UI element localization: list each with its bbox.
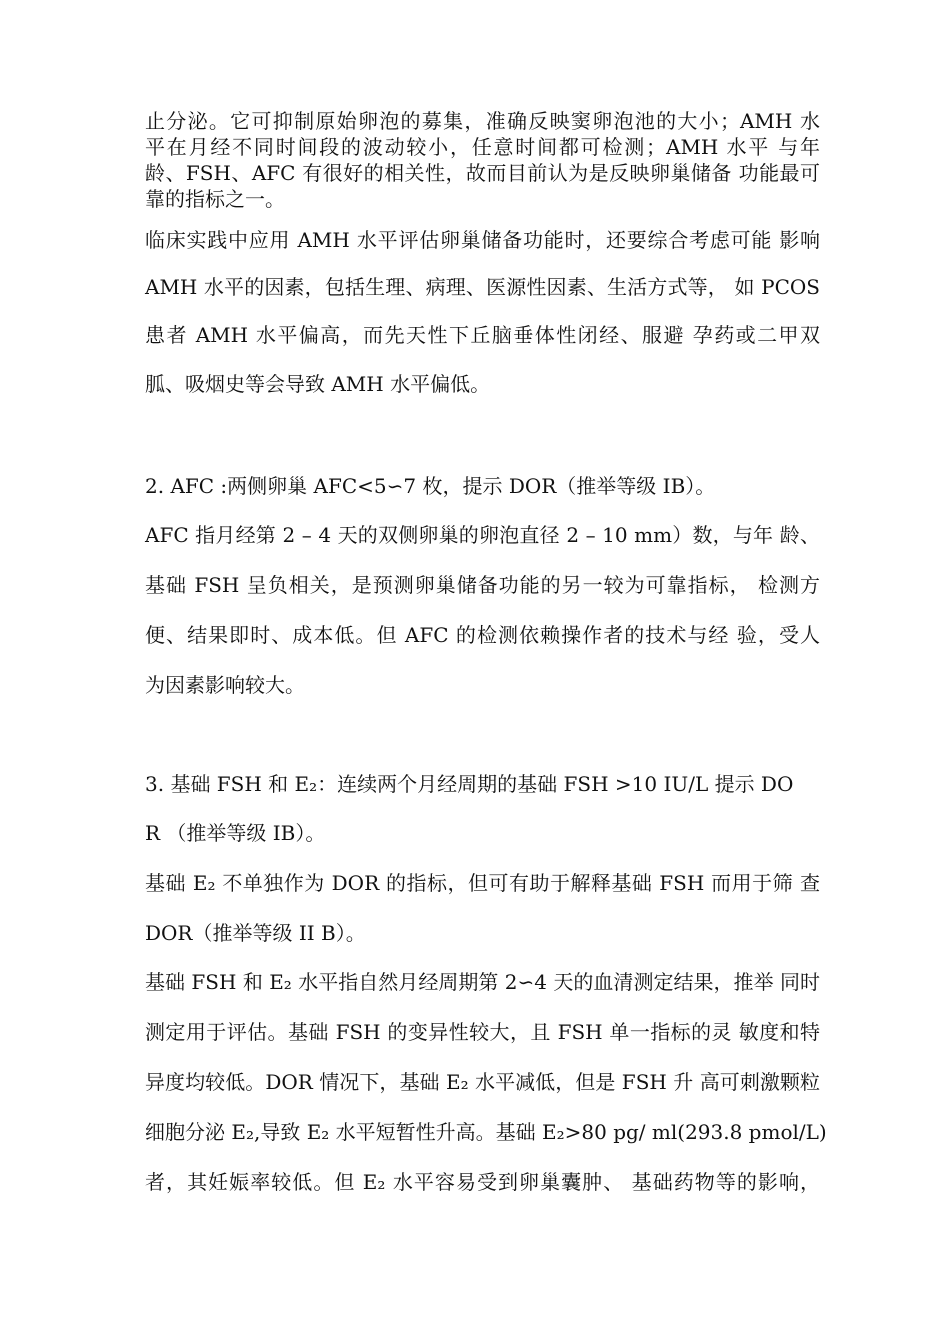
text-line: 细胞分泌 E₂,导致 E₂ 水平短暂性升高。基础 E₂>80 pg/ ml(293.8 pmol/L) bbox=[145, 1120, 827, 1144]
text-line: AMH 水平的因素，包括生理、病理、医源性因素、生活方式等， 如 PCOS bbox=[145, 275, 820, 299]
text-line: 胍、吸烟史等会导致 AMH 水平偏低。 bbox=[145, 372, 491, 396]
heading-fsh-e2: 3. 基础 FSH 和 E₂：连续两个月经周期的基础 FSH >10 IU/L 提示 DO bbox=[145, 772, 794, 796]
text-line: AFC 指月经第 2 – 4 天的双侧卵巢的卵泡直径 2 – 10 mm）数，与年 龄、 bbox=[145, 523, 820, 547]
text-line: DOR（推举等级 II B）。 bbox=[145, 921, 366, 945]
text-line: 基础 FSH 呈负相关，是预测卵巢储备功能的另一较为可靠指标， 检测方 bbox=[145, 573, 820, 597]
text-line: 靠的指标之一。 bbox=[145, 187, 285, 211]
text-line: 临床实践中应用 AMH 水平评估卵巢储备功能时，还要综合考虑可能 影响 bbox=[145, 228, 820, 252]
text-line: 便、结果即时、成本低。但 AFC 的检测依赖操作者的技术与经 验，受人 bbox=[145, 623, 820, 647]
text-line: R （推举等级 IB）。 bbox=[145, 821, 326, 845]
text-line: 龄、FSH、AFC 有很好的相关性，故而目前认为是反映卵巢储备 功能最可 bbox=[145, 161, 820, 185]
text-line: 异度均较低。DOR 情况下，基础 E₂ 水平减低，但是 FSH 升 高可刺激颗粒 bbox=[145, 1070, 820, 1094]
text-line: 测定用于评估。基础 FSH 的变异性较大，且 FSH 单一指标的灵 敏度和特 bbox=[145, 1020, 820, 1044]
text-line: 患者 AMH 水平偏高，而先天性下丘脑垂体性闭经、服避 孕药或二甲双 bbox=[145, 323, 820, 347]
text-line: 基础 FSH 和 E₂ 水平指自然月经周期第 2∽4 天的血清测定结果，推举 同时 bbox=[145, 970, 820, 994]
heading-afc: 2. AFC :两侧卵巢 AFC<5∽7 枚，提示 DOR（推举等级 IB）。 bbox=[145, 474, 716, 498]
text-line: 基础 E₂ 不单独作为 DOR 的指标，但可有助于解释基础 FSH 而用于筛 查 bbox=[145, 871, 820, 895]
text-line: 者，其妊娠率较低。但 E₂ 水平容易受到卵巢囊肿、 基础药物等的影响， bbox=[145, 1170, 820, 1194]
text-line: 为因素影响较大。 bbox=[145, 673, 305, 697]
text-line: 平在月经不同时间段的波动较小，任意时间都可检测；AMH 水平 与年 bbox=[145, 135, 820, 159]
text-line: 止分泌。它可抑制原始卵泡的募集，准确反映窦卵泡池的大小；AMH 水 bbox=[145, 109, 820, 133]
